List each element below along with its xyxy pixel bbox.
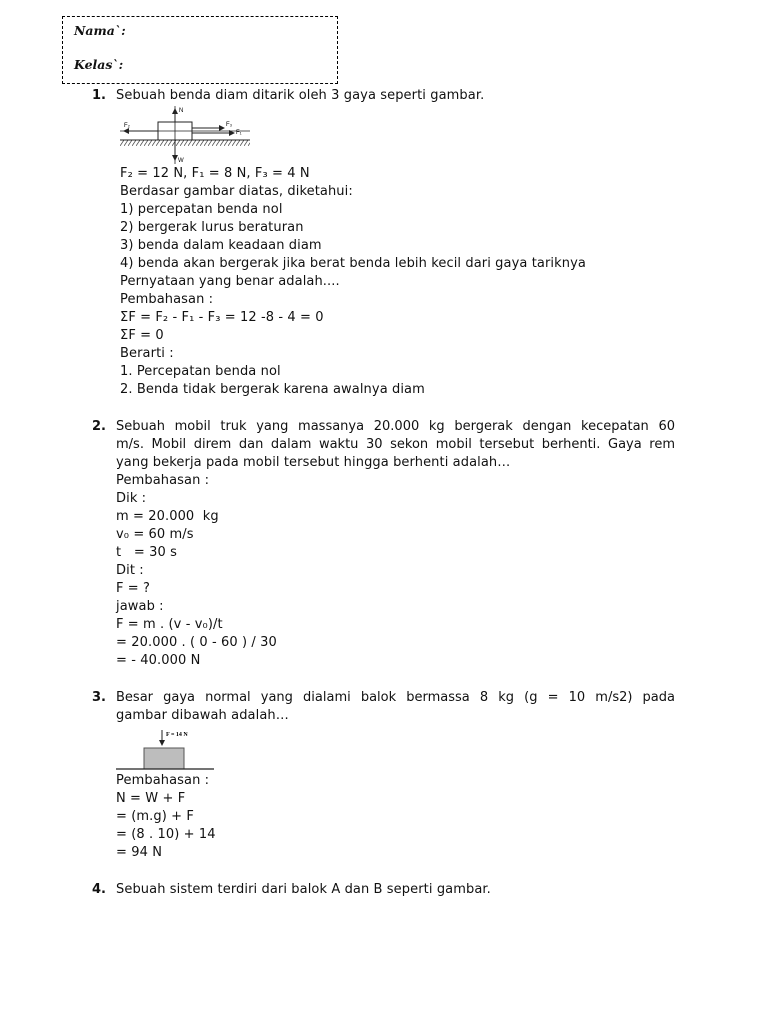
- f1-value: F₁ = 8 N,: [191, 166, 255, 181]
- q1-statement: 4) benda akan bergerak jika berat benda lebih kecil dari gaya tariknya: [120, 256, 586, 271]
- q2-dit: Dit :: [116, 563, 144, 578]
- f1-label: F₁: [236, 130, 242, 136]
- q2-formula: F = m . (v - v₀)/t: [116, 617, 223, 632]
- q1-equation-2: ΣF = 0: [120, 328, 164, 343]
- q3-block-diagram: [114, 727, 218, 773]
- q3-solution-label: Pembahasan :: [116, 773, 210, 788]
- student-info-box: [62, 16, 338, 84]
- f2-value: F₂ = 12 N,: [120, 166, 192, 181]
- q1-statement: 3) benda dalam keadaan diam: [120, 238, 322, 253]
- f2-label: F₂: [124, 123, 130, 129]
- f3-value: F₃ = 4 N: [254, 166, 310, 181]
- q2-time: t = 30 s: [116, 545, 177, 560]
- q2-question-line: Sebuah mobil truk yang massanya 20.000 kg bergerak dengan kecepatan 60: [116, 419, 675, 434]
- q4-question: Sebuah sistem terdiri dari balok A dan B seperti gambar.: [116, 882, 491, 897]
- q2-unknown: F = ?: [116, 581, 151, 596]
- f3-label: F₃: [226, 122, 233, 128]
- q3-question-line: gambar dibawah adalah…: [116, 708, 289, 723]
- q3-number: 3.: [92, 690, 106, 705]
- q1-conclusion: 2. Benda tidak bergerak karena awalnya diam: [120, 382, 425, 397]
- q2-number: 2.: [92, 419, 106, 434]
- q3-question-line: Besar gaya normal yang dialami balok bermassa 8 kg (g = 10 m/s2) pada: [116, 690, 675, 705]
- q2-jawab: jawab :: [116, 599, 164, 614]
- q2-mass: m = 20.000 kg: [116, 509, 219, 524]
- q1-conclusion: 1. Percepatan benda nol: [120, 364, 281, 379]
- q2-step: = - 40.000 N: [116, 653, 201, 668]
- kelas-label: Kelas`:: [74, 57, 124, 72]
- q1-force-diagram: [116, 104, 256, 166]
- q3-question: [116, 690, 675, 708]
- q1-intro: Berdasar gambar diatas, diketahui:: [120, 184, 353, 199]
- q1-prompt: Pernyataan yang benar adalah....: [120, 274, 340, 289]
- q3-step: N = W + F: [116, 791, 186, 806]
- q3-step: = 94 N: [116, 845, 163, 860]
- push-force-label: F = 14 N: [166, 732, 188, 738]
- q2-step: = 20.000 . ( 0 - 60 ) / 30: [116, 635, 277, 650]
- q1-equation-1: ΣF = F₂ - F₁ - F₃ = 12 -8 - 4 = 0: [120, 310, 324, 325]
- q3-step: = (8 . 10) + 14: [116, 827, 216, 842]
- q2-solution-label: Pembahasan :: [116, 473, 210, 488]
- q4-number: 4.: [92, 882, 106, 897]
- q1-statement: 1) percepatan benda nol: [120, 202, 283, 217]
- q2-initial-velocity: v₀ = 60 m/s: [116, 527, 194, 542]
- q1-statement: 2) bergerak lurus beraturan: [120, 220, 304, 235]
- q2-question-line: m/s. Mobil direm dan dalam waktu 30 sekon mobil tersebut berhenti. Gaya rem: [116, 437, 675, 452]
- q1-question: Sebuah benda diam ditarik oleh 3 gaya seperti gambar.: [116, 88, 485, 103]
- q2-question-line: yang bekerja pada mobil tersebut hingga berhenti adalah…: [116, 455, 511, 470]
- w-label: W: [178, 158, 184, 164]
- q1-solution-label: Pembahasan :: [120, 292, 214, 307]
- q2-dik: Dik :: [116, 491, 147, 506]
- n-label: N: [179, 108, 184, 114]
- q3-step: = (m.g) + F: [116, 809, 194, 824]
- q1-number: 1.: [92, 88, 106, 103]
- nama-label: Nama`:: [74, 23, 126, 38]
- q1-means: Berarti :: [120, 346, 174, 361]
- block-shape: [144, 748, 184, 769]
- q2-question: [116, 419, 675, 455]
- q1-forces: [120, 166, 310, 181]
- ground-hatch: [120, 140, 250, 146]
